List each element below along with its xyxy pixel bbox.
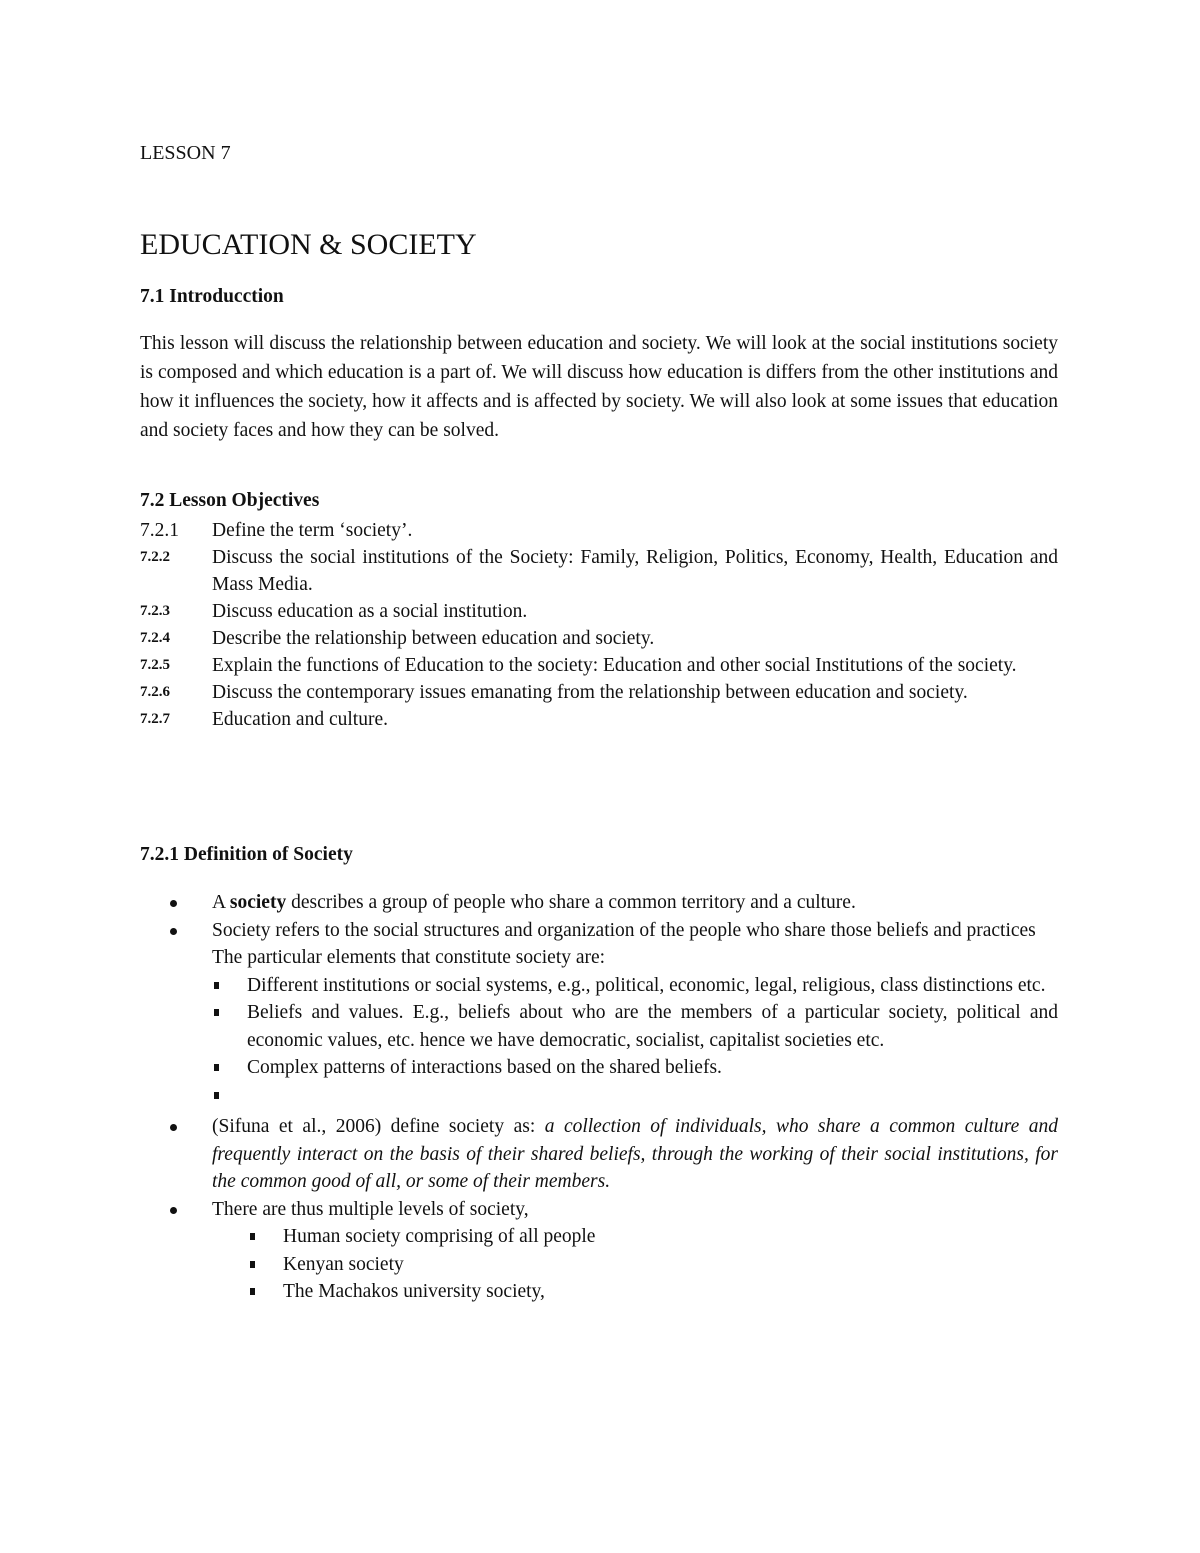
sub-bullet-text: Different institutions or social systems, e.g., political, economic, legal, religious, class distinctions etc. (247, 974, 1046, 996)
empty-sub-bullet-item (140, 1082, 1058, 1110)
square-bullet-icon (250, 1261, 255, 1268)
objective-item (140, 706, 1058, 733)
sub-bullet-item (140, 1054, 1058, 1082)
objective-number: 7.2.5 (140, 657, 170, 673)
objective-item (140, 598, 1058, 625)
square-bullet-icon (214, 1009, 219, 1016)
objective-text: Education and culture. (212, 709, 388, 730)
square-bullet-icon (214, 1092, 219, 1099)
sub-bullet-text: Beliefs and values. E.g., beliefs about who are the members of a particular society, political and economic values, etc. hence we have democratic, socialist, capitalist societies etc. (247, 1002, 1058, 1051)
square-bullet-icon (214, 1064, 219, 1071)
bullet-item (140, 1196, 1058, 1224)
sub-bullet-item (140, 999, 1058, 1054)
lesson-label: LESSON 7 (140, 142, 231, 164)
intro-paragraph: This lesson will discuss the relationship between education and society. We will look at the social institutions society is composed and which education is a part of. We will discuss how education is differs from the other institutions and how it influences the society, how it affects and is affected by society. We will also look at some issues that education and society faces and how they can be solved. (140, 333, 1058, 441)
objective-item (140, 544, 1058, 598)
level-item (140, 1223, 1058, 1251)
bullet-item (140, 1113, 1058, 1196)
objective-text: Discuss the contemporary issues emanating from the relationship between education and society. (212, 682, 968, 703)
sub-bullet-text: Complex patterns of interactions based on the shared beliefs. (247, 1057, 722, 1078)
document-title: EDUCATION & SOCIETY (140, 228, 477, 261)
objective-number: 7.2.6 (140, 684, 170, 700)
bullet-text: Society refers to the social structures and organization of the people who share those beliefs and practices (212, 919, 1036, 941)
square-bullet-icon (250, 1288, 255, 1295)
objectives-heading: 7.2 Lesson Objectives (140, 490, 320, 511)
objective-number: 7.2.4 (140, 630, 170, 646)
sub-bullet-item (140, 972, 1058, 1000)
square-bullet-icon (214, 982, 219, 989)
objective-number: 7.2.2 (140, 549, 170, 565)
bullet-item (140, 889, 1058, 917)
quoted-definition: a collection of individuals, who share a common culture and frequently interact on the basis of their shared beliefs, through the working of their social institutions, for the common good of all, or some of their members. (212, 1116, 1058, 1192)
objective-item (140, 517, 1058, 544)
bullet-icon (170, 928, 177, 935)
objective-item (140, 679, 1058, 706)
level-text: The Machakos university society, (283, 1281, 545, 1302)
square-bullet-icon (250, 1233, 255, 1240)
objective-number: 7.2.1 (140, 520, 179, 541)
objective-text: Discuss education as a social institution. (212, 601, 528, 622)
objective-item (140, 625, 1058, 652)
bullet-text: (Sifuna et al., 2006) define society as: (212, 1116, 545, 1137)
level-item (140, 1251, 1058, 1279)
definition-heading: 7.2.1 Definition of Society (140, 844, 353, 865)
level-text: Human society comprising of all people (283, 1226, 596, 1247)
bullet-icon (170, 1124, 177, 1131)
level-item (140, 1278, 1058, 1306)
objectives-list (140, 517, 1058, 733)
bullet-text: A (212, 892, 230, 913)
objective-text: Define the term ‘society’. (212, 520, 413, 541)
definition-list (140, 889, 1058, 1306)
objective-text: Explain the functions of Education to the society: Education and other social Institutions of the society. (212, 655, 1017, 676)
level-text: Kenyan society (283, 1253, 404, 1275)
intro-heading: 7.1 Introducction (140, 286, 284, 307)
objective-number: 7.2.3 (140, 603, 170, 619)
objective-text: Discuss the social institutions of the Society: Family, Religion, Politics, Economy, Health, Education and Mass Media. (212, 547, 1058, 595)
elements-intro: The particular elements that constitute society are: (212, 947, 606, 968)
bullet-icon (170, 900, 177, 907)
bullet-icon (170, 1207, 177, 1214)
objective-text: Describe the relationship between education and society. (212, 628, 655, 649)
objective-item (140, 652, 1058, 679)
bullet-text: describes a group of people who share a common territory and a culture. (286, 892, 856, 913)
bullet-item (140, 917, 1058, 945)
objective-number: 7.2.7 (140, 711, 170, 727)
bold-term: society (229, 892, 287, 913)
bullet-text: There are thus multiple levels of society, (212, 1198, 529, 1220)
